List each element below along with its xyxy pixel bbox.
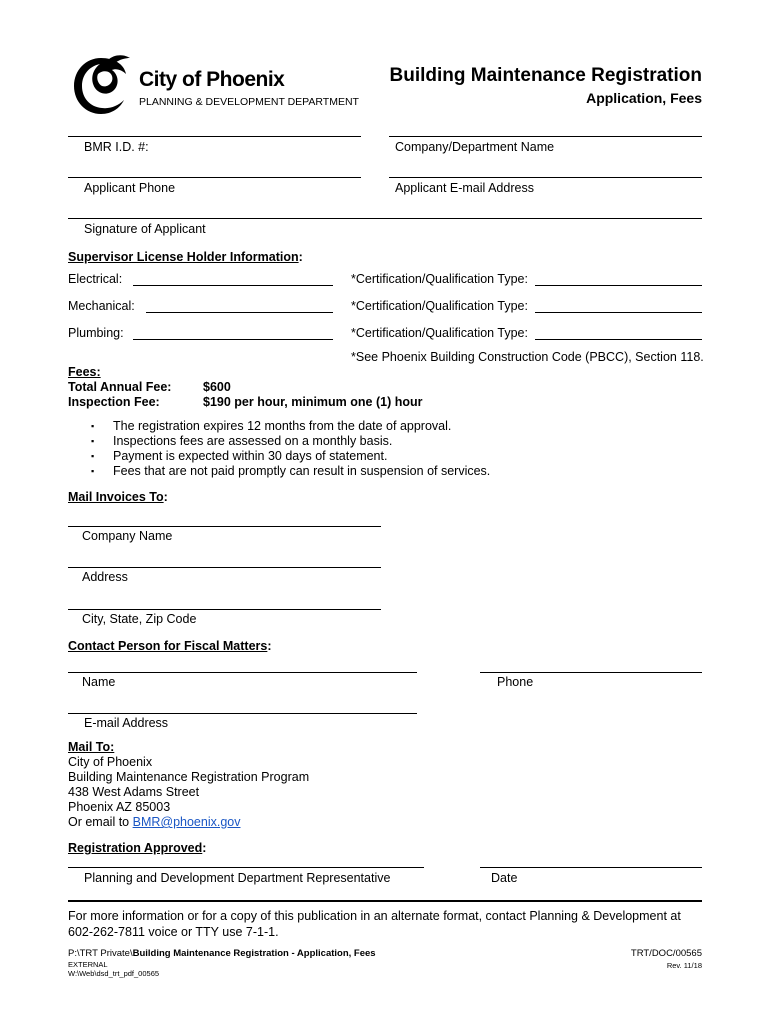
bullet-marker: ▪ bbox=[91, 451, 95, 461]
file-path-title: Building Maintenance Registration - Application, Fees bbox=[132, 948, 376, 959]
supervisor-heading bbox=[68, 250, 303, 264]
plumbing-cert-line[interactable] bbox=[535, 339, 702, 340]
mechanical-cert-line[interactable] bbox=[535, 312, 702, 313]
company-dept-line[interactable] bbox=[389, 136, 702, 137]
city-logo bbox=[68, 52, 134, 122]
mail-to-line-4: Phoenix AZ 85003 bbox=[68, 800, 171, 814]
email-prefix: Or email to bbox=[68, 815, 133, 829]
bmr-id-line[interactable] bbox=[68, 136, 361, 137]
invoice-city-label: City, State, Zip Code bbox=[82, 612, 197, 626]
supervisor-heading-colon: : bbox=[298, 250, 303, 264]
electrical-line[interactable] bbox=[133, 285, 333, 286]
electrical-label: Electrical: bbox=[68, 272, 123, 286]
applicant-email-label: Applicant E-mail Address bbox=[395, 181, 534, 195]
contact-phone-line[interactable] bbox=[480, 672, 702, 673]
contact-name-line[interactable] bbox=[68, 672, 417, 673]
contact-heading-colon: : bbox=[267, 639, 272, 653]
approved-heading-colon: : bbox=[202, 841, 207, 855]
signature-line[interactable] bbox=[68, 218, 702, 219]
org-name: City of Phoenix bbox=[139, 68, 285, 91]
bullet-marker: ▪ bbox=[91, 466, 95, 476]
pbcc-note: *See Phoenix Building Construction Code (PBCC), Section 118. bbox=[351, 350, 704, 364]
contact-heading bbox=[68, 639, 272, 653]
mail-to-line-2: Building Maintenance Registration Program bbox=[68, 770, 310, 784]
approved-heading-text: Registration Approved bbox=[68, 841, 203, 855]
electrical-cert-label: *Certification/Qualification Type: bbox=[351, 272, 528, 286]
bullet-marker: ▪ bbox=[91, 421, 95, 431]
invoice-city-line[interactable] bbox=[68, 609, 381, 610]
approved-date-line[interactable] bbox=[480, 867, 702, 868]
mail-to-line-1: City of Phoenix bbox=[68, 755, 153, 769]
page-title: Building Maintenance Registration bbox=[389, 65, 702, 86]
page-subtitle: Application, Fees bbox=[586, 90, 702, 106]
representative-line[interactable] bbox=[68, 867, 424, 868]
footer-info-line-2: 602-262-7811 voice or TTY use 7-1-1. bbox=[68, 925, 279, 939]
mail-invoices-heading-colon: : bbox=[163, 490, 168, 504]
supervisor-heading-text: Supervisor License Holder Information bbox=[68, 250, 299, 264]
mechanical-label: Mechanical: bbox=[68, 299, 135, 313]
org-department: PLANNING & DEVELOPMENT DEPARTMENT bbox=[139, 96, 359, 108]
fee-bullet-4: Fees that are not paid promptly can result in suspension of services. bbox=[113, 464, 491, 478]
approved-date-label: Date bbox=[491, 871, 518, 885]
plumbing-line[interactable] bbox=[133, 339, 333, 340]
fee-bullet-3: Payment is expected within 30 days of statement. bbox=[113, 449, 388, 463]
phoenix-bird-logo-icon bbox=[68, 52, 134, 122]
representative-label: Planning and Development Department Representative bbox=[84, 871, 391, 885]
signature-label: Signature of Applicant bbox=[84, 222, 206, 236]
invoice-address-line[interactable] bbox=[68, 567, 381, 568]
contact-email-line[interactable] bbox=[68, 713, 417, 714]
approved-heading bbox=[68, 841, 206, 855]
applicant-phone-line[interactable] bbox=[68, 177, 361, 178]
fee-bullet-1: The registration expires 12 months from the date of approval. bbox=[113, 419, 452, 433]
bmr-id-label: BMR I.D. #: bbox=[84, 140, 149, 154]
company-dept-label: Company/Department Name bbox=[395, 140, 555, 154]
mail-invoices-heading-text: Mail Invoices To bbox=[68, 490, 164, 504]
total-fee-label: Total Annual Fee: bbox=[68, 380, 172, 394]
applicant-phone-label: Applicant Phone bbox=[84, 181, 176, 195]
inspection-fee-value: $190 per hour, minimum one (1) hour bbox=[203, 395, 423, 409]
footer-info-line-1: For more information or for a copy of this publication in an alternate format, contact Planning & Development at bbox=[68, 909, 681, 923]
email-link[interactable]: BMR@phoenix.gov bbox=[132, 815, 241, 829]
mechanical-line[interactable] bbox=[146, 312, 333, 313]
web-path: W:\Web\dsd_trt_pdf_00565 bbox=[68, 969, 160, 978]
contact-heading-text: Contact Person for Fiscal Matters bbox=[68, 639, 268, 653]
external-label: EXTERNAL bbox=[68, 960, 108, 969]
mail-invoices-heading bbox=[68, 490, 168, 504]
plumbing-cert-label: *Certification/Qualification Type: bbox=[351, 326, 528, 340]
invoice-company-line[interactable] bbox=[68, 526, 381, 527]
mail-to-line-3: 438 West Adams Street bbox=[68, 785, 200, 799]
invoice-address-label: Address bbox=[82, 570, 128, 584]
mail-to-heading: Mail To: bbox=[68, 740, 115, 754]
plumbing-label: Plumbing: bbox=[68, 326, 124, 340]
bullet-marker: ▪ bbox=[91, 436, 95, 446]
mechanical-cert-label: *Certification/Qualification Type: bbox=[351, 299, 528, 313]
file-path-prefix: P:\TRT Private\ bbox=[68, 948, 133, 959]
contact-phone-label: Phone bbox=[497, 675, 534, 689]
fees-heading: Fees: bbox=[68, 365, 101, 379]
file-path bbox=[68, 948, 376, 959]
email-line bbox=[68, 815, 241, 829]
total-fee-value: $600 bbox=[203, 380, 231, 394]
invoice-company-label: Company Name bbox=[82, 529, 173, 543]
inspection-fee-label: Inspection Fee: bbox=[68, 395, 160, 409]
fee-bullet-2: Inspections fees are assessed on a monthly basis. bbox=[113, 434, 393, 448]
contact-name-label: Name bbox=[82, 675, 116, 689]
revision: Rev. 11/18 bbox=[666, 961, 702, 970]
contact-email-label: E-mail Address bbox=[84, 716, 169, 730]
footer-divider bbox=[68, 900, 702, 902]
doc-id: TRT/DOC/00565 bbox=[630, 948, 702, 959]
applicant-email-line[interactable] bbox=[389, 177, 702, 178]
electrical-cert-line[interactable] bbox=[535, 285, 702, 286]
